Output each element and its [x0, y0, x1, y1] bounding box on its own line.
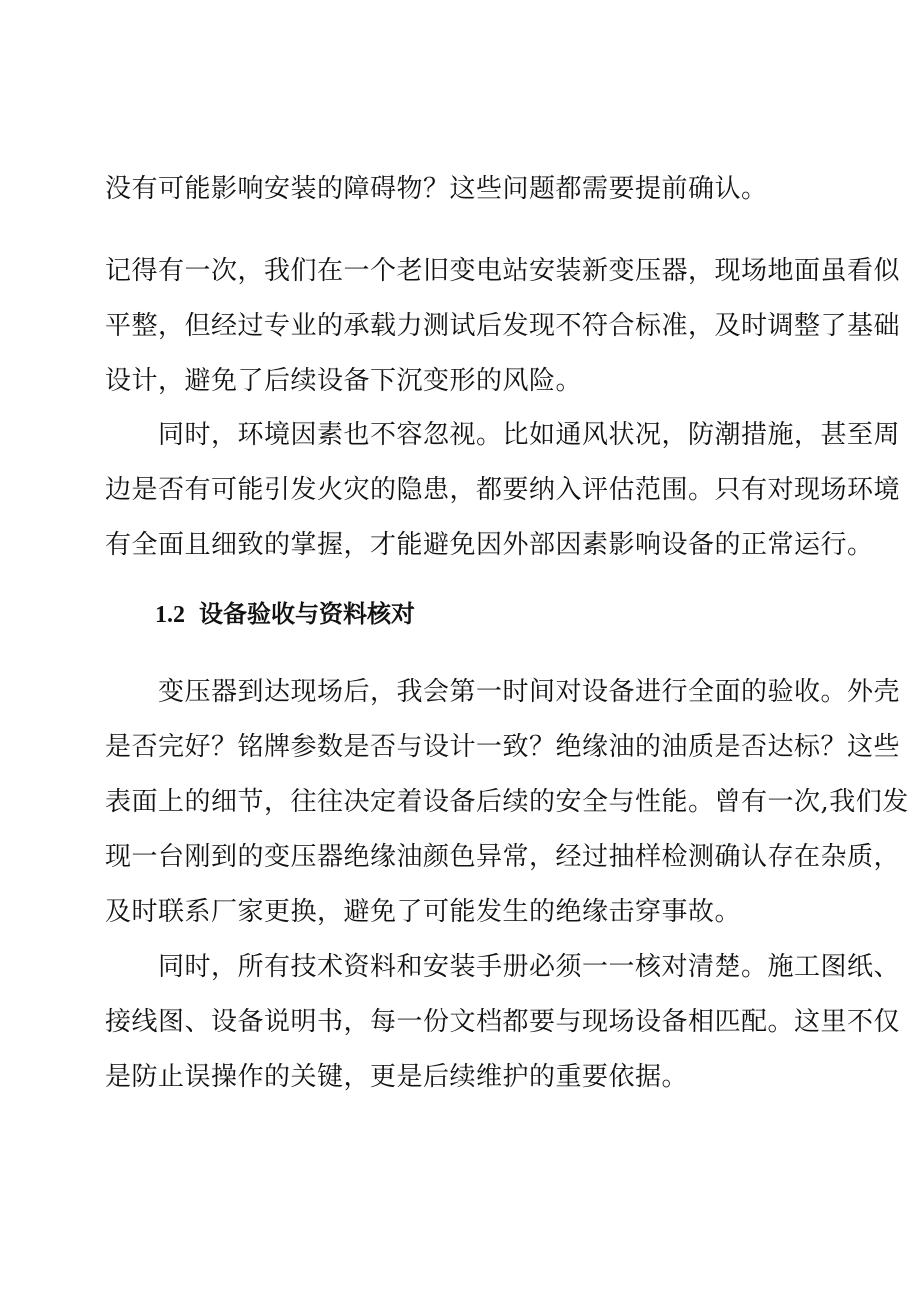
- text-line: 设计，避免了后续设备下沉变形的风险。: [105, 366, 583, 396]
- text-line: 有全面且细致的掌握，才能避免因外部因素影响设备的正常运行。: [105, 530, 874, 560]
- paragraph-equipment-acceptance: [105, 665, 909, 940]
- text-line: 表面上的细节，往往决定着设备后续的安全与性能。曾有一次,我们发: [105, 787, 909, 817]
- text-line: 同时，所有技术资料和安装手册必须一一核对清楚。施工图纸、: [105, 952, 901, 982]
- paragraph-environment-factors: [105, 408, 901, 573]
- text-line: 记得有一次，我们在一个老旧变电站安装新变压器，现场地面虽看似: [105, 256, 901, 286]
- text-line: 没有可能影响安装的障碍物？这些问题都需要提前确认。: [105, 174, 768, 204]
- text-line: 平整，但经过专业的承载力测试后发现不符合标准，及时调整了基础: [105, 311, 901, 341]
- text-line: 边是否有可能引发火灾的隐患，都要纳入评估范围。只有对现场环境: [105, 475, 901, 505]
- paragraph-site-obstacles: [105, 162, 817, 217]
- paragraph-foundation-story: [105, 244, 901, 409]
- text-line: 及时联系厂家更换，避免了可能发生的绝缘击穿事故。: [105, 897, 742, 927]
- text-line: 是否完好？铭牌参数是否与设计一致？绝缘油的油质是否达标？这些: [105, 732, 901, 762]
- text-line: 变压器到达现场后，我会第一时间对设备进行全面的验收。外壳: [105, 677, 901, 707]
- section-title: 设备验收与资料核对: [199, 600, 415, 628]
- paragraph-document-check: [105, 940, 901, 1105]
- section-heading: [155, 594, 415, 635]
- text-line: 同时，环境因素也不容忽视。比如通风状况，防潮措施，甚至周: [105, 420, 901, 450]
- section-number: 1.2: [155, 602, 185, 628]
- text-line: 现一台刚到的变压器绝缘油颜色异常，经过抽样检测确认存在杂质，: [105, 842, 901, 872]
- text-line: 是防止误操作的关键，更是后续维护的重要依据。: [105, 1062, 689, 1092]
- text-line: 接线图、设备说明书，每一份文档都要与现场设备相匹配。这里不仅: [105, 1007, 901, 1037]
